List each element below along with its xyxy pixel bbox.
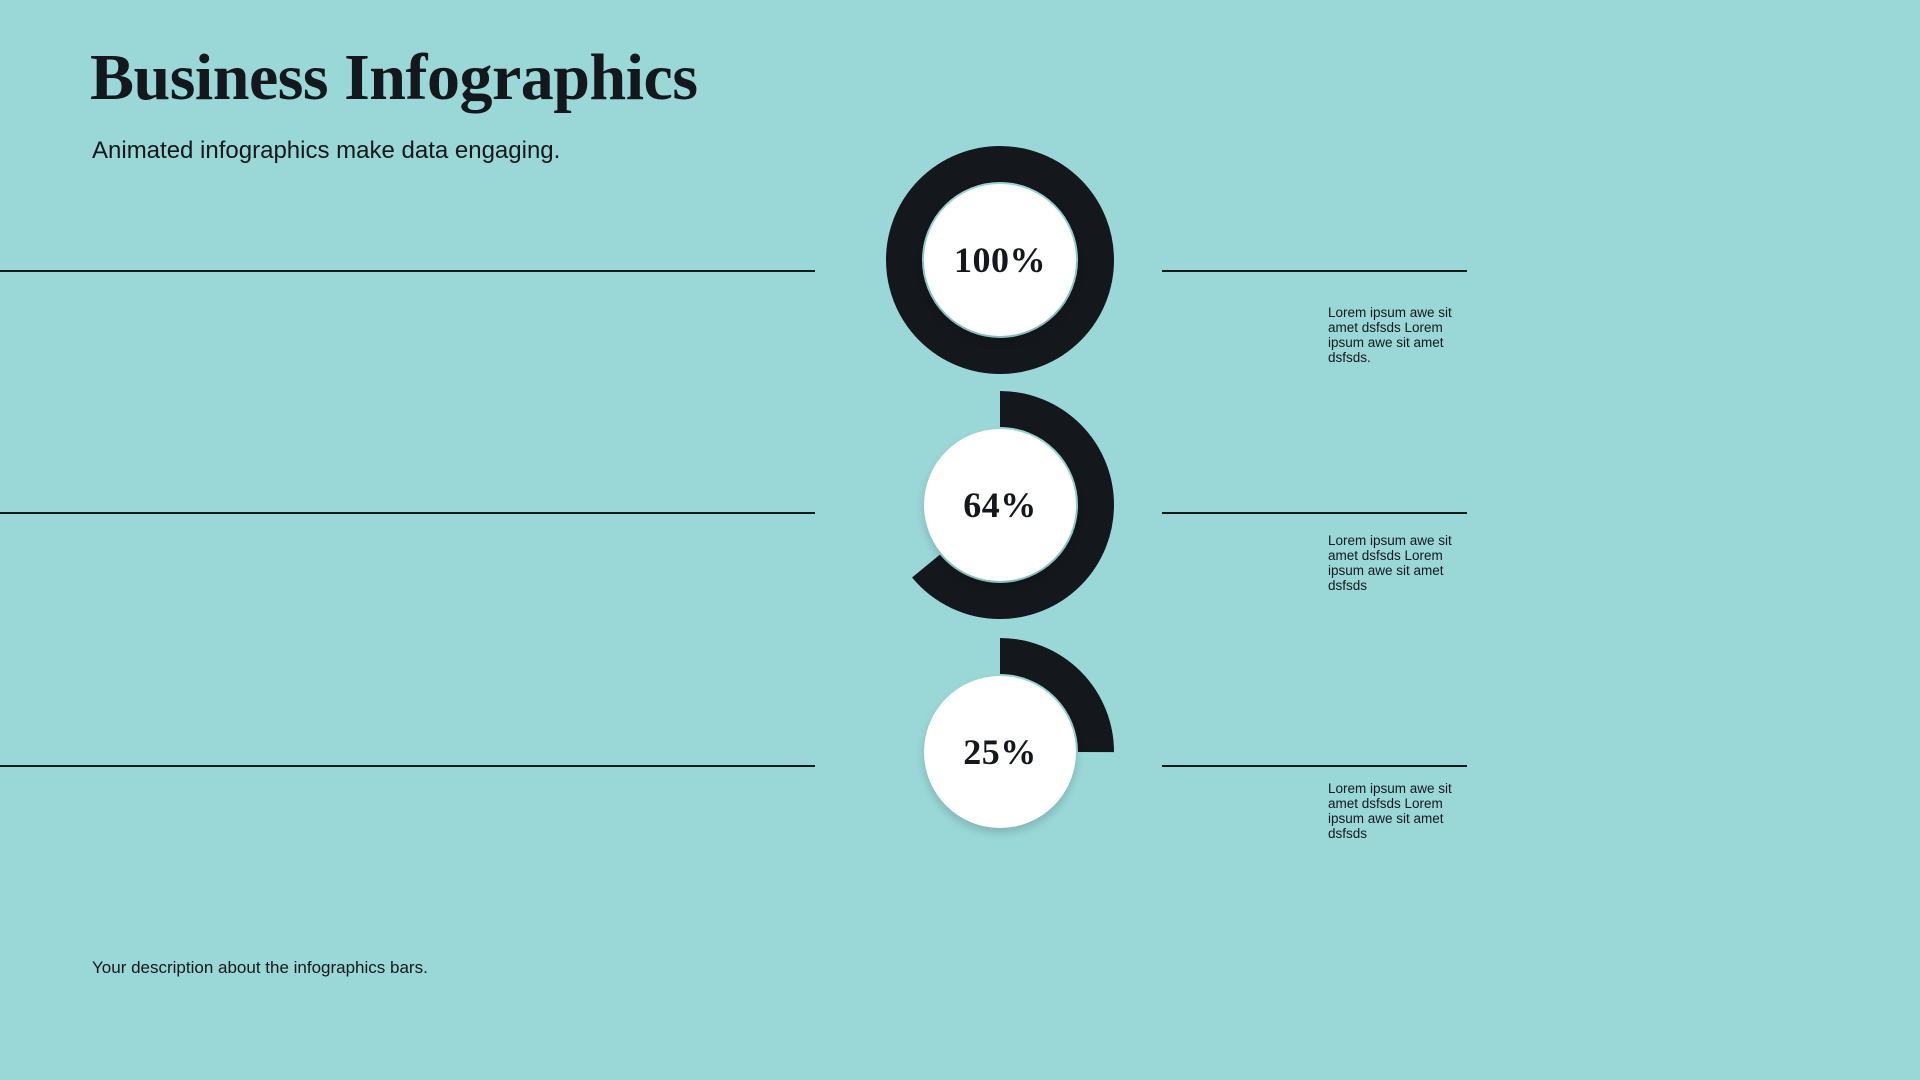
donut-value-2: 64% — [963, 485, 1037, 525]
donut-gauge-3 — [885, 637, 1115, 867]
donut-gauge-1 — [885, 145, 1115, 375]
donut-gauge-2 — [885, 390, 1115, 620]
item-description-2: Lorem ipsum awe sit amet dsfsds Lorem ipsum awe sit amet dsfsds — [1328, 533, 1452, 593]
divider-right-2 — [1162, 512, 1467, 514]
donut-value-3: 25% — [963, 732, 1037, 772]
item-description-3: Lorem ipsum awe sit amet dsfsds Lorem ipsum awe sit amet dsfsds — [1328, 781, 1452, 841]
donut-hub-1 — [924, 184, 1076, 336]
item-description-1: Lorem ipsum awe sit amet dsfsds Lorem ipsum awe sit amet dsfsds. — [1328, 305, 1452, 365]
divider-right-3 — [1162, 765, 1467, 767]
divider-left-3 — [0, 765, 815, 767]
divider-left-2 — [0, 512, 815, 514]
footer-note: Your description about the infographics bars. — [92, 958, 428, 977]
donut-hub-2 — [924, 429, 1076, 581]
divider-right-1 — [1162, 270, 1467, 272]
divider-left-1 — [0, 270, 815, 272]
page-title: Business Infographics — [90, 41, 698, 114]
donut-value-1: 100% — [954, 240, 1046, 280]
donut-hub-3 — [924, 676, 1076, 828]
page-subtitle: Animated infographics make data engaging. — [92, 137, 561, 164]
